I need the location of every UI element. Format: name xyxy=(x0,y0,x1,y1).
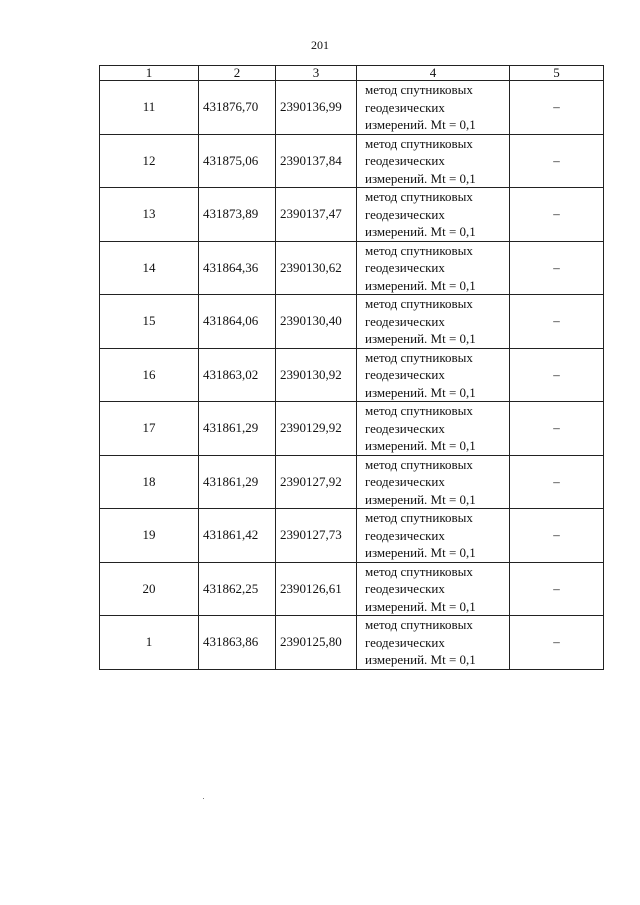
method-line: метод спутниковых xyxy=(365,82,473,97)
method-line: геодезических xyxy=(365,527,445,543)
y-coordinate-cell: 2390130,62 xyxy=(276,241,357,295)
method-line: геодезических xyxy=(365,420,445,436)
method-line: измерений. Mt = 0,1 xyxy=(365,170,476,186)
method-cell xyxy=(357,616,510,670)
x-coordinate-cell: 431875,06 xyxy=(199,134,276,188)
method-line: геодезических xyxy=(365,634,445,650)
note-cell: – xyxy=(510,348,604,402)
method-cell xyxy=(357,402,510,456)
method-cell xyxy=(357,348,510,402)
method-cell xyxy=(357,295,510,349)
method-line: метод спутниковых xyxy=(365,510,473,525)
method-line: измерений. Mt = 0,1 xyxy=(365,545,476,560)
point-number-cell: 13 xyxy=(100,188,199,242)
note-cell: – xyxy=(510,402,604,456)
point-number-cell: 11 xyxy=(100,81,199,135)
table-row xyxy=(100,241,604,295)
y-coordinate-cell: 2390137,84 xyxy=(276,134,357,188)
column-header-1: 1 xyxy=(100,66,199,81)
method-line: метод спутниковых xyxy=(365,349,473,365)
x-coordinate-cell: 431876,70 xyxy=(199,81,276,135)
column-header-3: 3 xyxy=(276,66,357,81)
x-coordinate-cell: 431863,86 xyxy=(199,616,276,670)
point-number-cell: 12 xyxy=(100,134,199,188)
table-row xyxy=(100,81,604,135)
note-cell: – xyxy=(510,455,604,509)
table-row xyxy=(100,402,604,456)
table-row xyxy=(100,562,604,616)
coordinates-table xyxy=(99,65,604,670)
method-line: измерений. Mt = 0,1 xyxy=(365,331,476,346)
table-header xyxy=(100,66,604,81)
column-header-5: 5 xyxy=(510,66,604,81)
point-number-cell: 14 xyxy=(100,241,199,295)
method-line: измерений. Mt = 0,1 xyxy=(365,598,476,614)
column-header-2: 2 xyxy=(199,66,276,81)
y-coordinate-cell: 2390129,92 xyxy=(276,402,357,456)
method-cell xyxy=(357,134,510,188)
table-row xyxy=(100,295,604,349)
y-coordinate-cell: 2390127,73 xyxy=(276,509,357,563)
method-line: измерений. Mt = 0,1 xyxy=(365,224,476,239)
table-row xyxy=(100,348,604,402)
note-cell: – xyxy=(510,134,604,188)
y-coordinate-cell: 2390137,47 xyxy=(276,188,357,242)
note-cell: – xyxy=(510,188,604,242)
scan-speck xyxy=(203,798,204,799)
x-coordinate-cell: 431861,29 xyxy=(199,455,276,509)
y-coordinate-cell: 2390136,99 xyxy=(276,81,357,135)
method-line: геодезических xyxy=(365,99,445,115)
table-row xyxy=(100,188,604,242)
method-line: измерений. Mt = 0,1 xyxy=(365,652,476,667)
table-row xyxy=(100,509,604,563)
method-cell xyxy=(357,81,510,135)
note-cell: – xyxy=(510,562,604,616)
column-header-4: 4 xyxy=(357,66,510,81)
method-cell xyxy=(357,562,510,616)
point-number-cell: 20 xyxy=(100,562,199,616)
x-coordinate-cell: 431864,36 xyxy=(199,241,276,295)
method-line: геодезических xyxy=(365,206,445,222)
point-number-cell: 18 xyxy=(100,455,199,509)
table-row xyxy=(100,616,604,670)
note-cell: – xyxy=(510,509,604,563)
method-line: геодезических xyxy=(365,260,445,275)
method-line: измерений. Mt = 0,1 xyxy=(365,384,476,400)
note-cell: – xyxy=(510,616,604,670)
table-body xyxy=(100,81,604,670)
method-line: геодезических xyxy=(365,153,445,168)
point-number-cell: 17 xyxy=(100,402,199,456)
note-cell: – xyxy=(510,295,604,349)
method-line: метод спутниковых xyxy=(365,135,473,151)
method-cell xyxy=(357,509,510,563)
note-cell: – xyxy=(510,81,604,135)
method-line: метод спутниковых xyxy=(365,189,473,204)
method-line: измерений. Mt = 0,1 xyxy=(365,277,476,293)
method-line: метод спутниковых xyxy=(365,403,473,418)
point-number-cell: 15 xyxy=(100,295,199,349)
y-coordinate-cell: 2390127,92 xyxy=(276,455,357,509)
method-line: измерений. Mt = 0,1 xyxy=(365,491,476,507)
method-line: метод спутниковых xyxy=(365,617,473,632)
y-coordinate-cell: 2390125,80 xyxy=(276,616,357,670)
point-number-cell: 19 xyxy=(100,509,199,563)
x-coordinate-cell: 431862,25 xyxy=(199,562,276,616)
method-line: метод спутниковых xyxy=(365,563,473,579)
x-coordinate-cell: 431864,06 xyxy=(199,295,276,349)
page-number: 201 xyxy=(311,38,329,52)
method-cell xyxy=(357,455,510,509)
method-cell xyxy=(357,188,510,242)
x-coordinate-cell: 431873,89 xyxy=(199,188,276,242)
y-coordinate-cell: 2390130,92 xyxy=(276,348,357,402)
x-coordinate-cell: 431861,42 xyxy=(199,509,276,563)
method-line: метод спутниковых xyxy=(365,242,473,258)
table-row xyxy=(100,455,604,509)
method-line: геодезических xyxy=(365,581,445,596)
method-line: измерений. Mt = 0,1 xyxy=(365,438,476,453)
method-line: измерений. Mt = 0,1 xyxy=(365,117,476,132)
method-line: геодезических xyxy=(365,313,445,329)
method-line: метод спутниковых xyxy=(365,456,473,472)
header-row xyxy=(100,66,604,81)
x-coordinate-cell: 431861,29 xyxy=(199,402,276,456)
y-coordinate-cell: 2390126,61 xyxy=(276,562,357,616)
point-number-cell: 16 xyxy=(100,348,199,402)
x-coordinate-cell: 431863,02 xyxy=(199,348,276,402)
y-coordinate-cell: 2390130,40 xyxy=(276,295,357,349)
method-line: геодезических xyxy=(365,367,445,382)
method-line: геодезических xyxy=(365,474,445,489)
method-line: метод спутниковых xyxy=(365,296,473,311)
note-cell: – xyxy=(510,241,604,295)
point-number-cell: 1 xyxy=(100,616,199,670)
method-cell xyxy=(357,241,510,295)
table-row xyxy=(100,134,604,188)
